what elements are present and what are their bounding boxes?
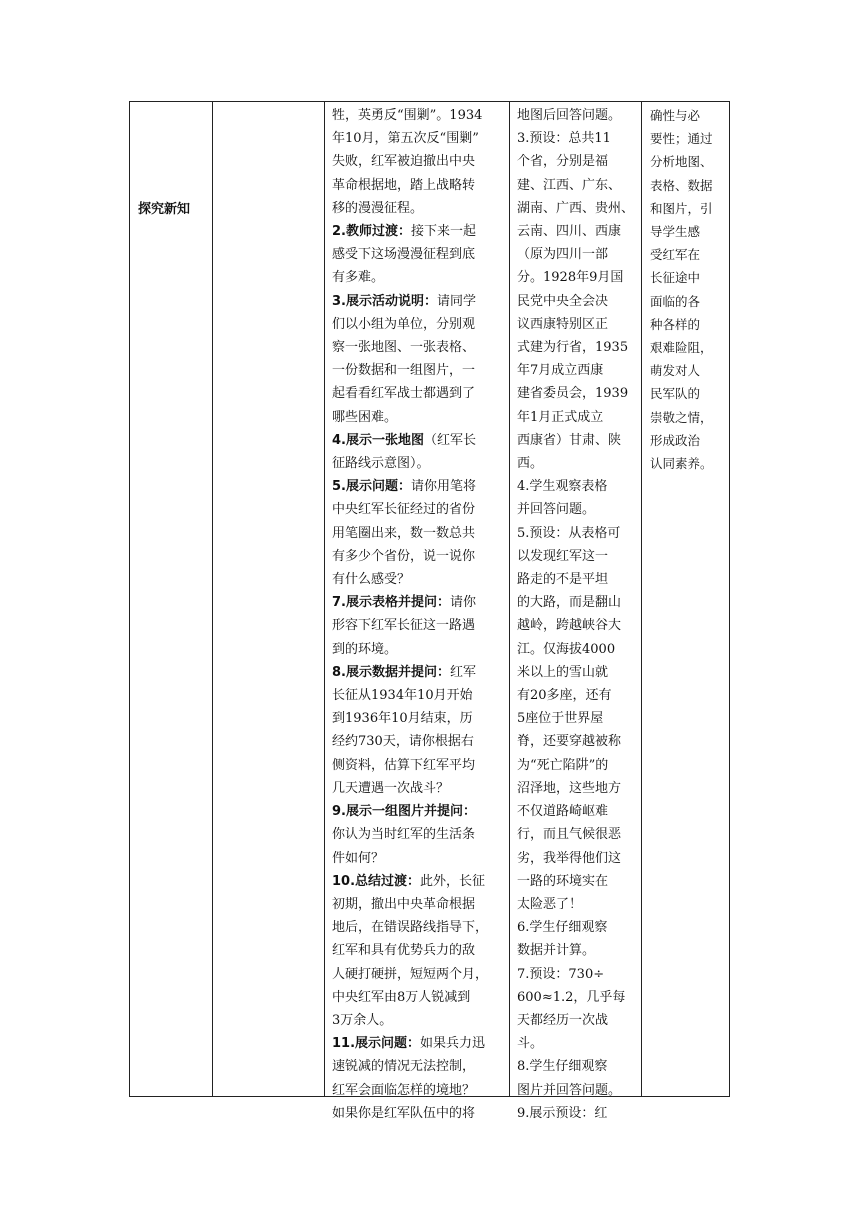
intent-line: 表格、数据	[650, 177, 713, 193]
student-line: 个省，分别是福	[517, 154, 609, 170]
student-line: 湖南、广西、贵州、	[517, 200, 635, 216]
intent-line: 种各样的	[650, 316, 701, 332]
line-text: 到的环境。	[332, 641, 398, 657]
line-text: 如果兵力迅	[420, 1036, 486, 1052]
line-text: 一份数据和一组图片，一	[332, 363, 476, 379]
line-text: 到1936年10月结束，历	[332, 711, 473, 727]
teacher-line	[332, 336, 504, 359]
student-line: 并回答问题。	[517, 502, 596, 518]
teacher-line	[332, 452, 504, 475]
teacher-line	[332, 498, 504, 521]
teacher-line	[332, 1055, 504, 1078]
student-line: 江。仅海拔4000	[517, 641, 616, 657]
student-line: 建、江西、广东、	[517, 177, 622, 193]
step-heading: 4.展示一张地图	[332, 432, 424, 448]
student-line: 地图后回答问题。	[517, 108, 622, 123]
teacher-line	[332, 266, 504, 289]
teacher-line	[332, 591, 504, 614]
intent-line: 面临的各	[650, 293, 701, 309]
line-text: 红军和具有优势兵力的敌	[332, 943, 476, 959]
teacher-line	[332, 800, 504, 823]
line-text: 几天遭遇一次战斗？	[332, 780, 450, 796]
teacher-line	[332, 1079, 504, 1102]
intent-line: 艰难险阻，	[650, 340, 713, 356]
student-line: 西。	[517, 456, 544, 472]
line-text: 年10月，第五次反“围剿”	[332, 131, 479, 147]
step-heading: 8.展示数据并提问：	[332, 664, 450, 680]
line-text: 地后，在错误路线指导下，	[332, 920, 489, 936]
teacher-line	[332, 522, 504, 545]
teacher-line	[332, 406, 504, 429]
intent-line: 形成政治	[650, 432, 701, 448]
teacher-line	[332, 545, 504, 568]
line-text: 接下来一起	[410, 224, 476, 240]
student-activity-text	[517, 104, 638, 1125]
line-text: 如果你是红军队伍中的将	[332, 1105, 476, 1121]
line-text: 你认为当时红军的生活条	[332, 827, 476, 843]
teacher-line	[332, 730, 504, 753]
step-heading: 7.展示表格并提问：	[332, 595, 450, 611]
step-heading: 3.展示活动说明：	[332, 293, 437, 309]
student-line: 分。1928年9月国	[517, 270, 624, 286]
student-line: 有20多座，还有	[517, 688, 612, 704]
teacher-line	[332, 382, 504, 405]
column-divider	[324, 102, 325, 1096]
student-line: 西康省）甘肃、陕	[517, 432, 622, 448]
student-line: 3.预设：总共11	[517, 131, 611, 147]
student-line: 行，而且气候很恶	[517, 827, 622, 843]
line-text: 起看看红军战士都遇到了	[332, 386, 476, 402]
student-line: 斗。	[517, 1036, 544, 1052]
line-text: 有什么感受？	[332, 572, 411, 588]
student-line: 的大路，而是翻山	[517, 595, 622, 611]
teacher-line	[332, 197, 504, 220]
teacher-line	[332, 1102, 504, 1125]
step-heading: 5.展示问题：	[332, 479, 411, 495]
student-line: 为“死亡陷阱”的	[517, 757, 609, 773]
teacher-line	[332, 939, 504, 962]
line-text: 3万余人。	[332, 1012, 393, 1028]
line-text: 经约730天，请你根据右	[332, 734, 474, 750]
student-line: 民党中央全会决	[517, 293, 609, 309]
step-heading: 11.展示问题：	[332, 1036, 421, 1052]
intent-line: 确性与必	[650, 108, 701, 123]
step-heading: 2.教师过渡：	[332, 224, 411, 240]
student-line: 米以上的雪山就	[517, 664, 609, 680]
student-activity-cell	[511, 102, 641, 1121]
line-text: 牲，英勇反“围剿”。1934	[332, 108, 483, 123]
teacher-line	[332, 104, 504, 127]
teacher-line	[332, 707, 504, 730]
teacher-line	[332, 243, 504, 266]
student-line: 数据并计算。	[517, 943, 596, 959]
student-line: 年7月成立西康	[517, 363, 604, 379]
teacher-line	[332, 823, 504, 846]
column-divider	[212, 102, 213, 1096]
student-line: 7.预设：730÷	[517, 966, 605, 982]
teacher-line	[332, 1032, 504, 1055]
line-text: 人硬打硬拼，短短两个月，	[332, 966, 489, 982]
student-line: 一路的环境实在	[517, 873, 609, 889]
teacher-line	[332, 127, 504, 150]
intent-line: 导学生感	[650, 224, 701, 240]
intent-line: 分析地图、	[650, 154, 713, 170]
teacher-activity-text	[332, 104, 504, 1125]
line-text: 感受下这场漫漫征程到底	[332, 247, 476, 263]
line-text: 形容下红军长征这一路遇	[332, 618, 476, 634]
teacher-line	[332, 313, 504, 336]
student-line: 沼泽地，这些地方	[517, 780, 622, 796]
teacher-line	[332, 684, 504, 707]
student-line: 劣，我举得他们这	[517, 850, 622, 866]
student-line: 不仅道路崎岖难	[517, 804, 609, 820]
student-line: 路走的不是平坦	[517, 572, 609, 588]
column-divider	[641, 102, 642, 1096]
line-text: 用笔圈出来，数一数总共	[332, 525, 476, 541]
line-text: 们以小组为单位，分别观	[332, 316, 476, 332]
line-text: 哪些困难。	[332, 409, 398, 425]
intent-line: 和图片，引	[650, 200, 713, 216]
line-text: 长征从1934年10月开始	[332, 688, 473, 704]
line-text: （红军长	[423, 432, 476, 448]
line-text: 失败，红军被迫撤出中央	[332, 154, 476, 170]
line-text: 有多难。	[332, 270, 385, 286]
student-line: 云南、四川、西康	[517, 224, 622, 240]
line-text: 有多少个省份，说一说你	[332, 548, 476, 564]
teacher-line	[332, 614, 504, 637]
teacher-line	[332, 893, 504, 916]
line-text: 征路线示意图）。	[332, 456, 430, 472]
intent-line: 民军队的	[650, 386, 701, 402]
teacher-line	[332, 638, 504, 661]
line-text: 此外，长征	[420, 873, 486, 889]
student-line: 脊，还要穿越被称	[517, 734, 622, 750]
teacher-line	[332, 174, 504, 197]
student-line: 以发现红军这一	[517, 548, 609, 564]
line-text: 速锐减的情况无法控制，	[332, 1059, 476, 1075]
teacher-line	[332, 429, 504, 452]
intent-line: 受红军在	[650, 247, 701, 263]
student-line: 图片并回答问题。	[517, 1082, 622, 1098]
step-heading: 9.展示一组图片并提问：	[332, 804, 476, 820]
teacher-line	[332, 475, 504, 498]
line-text: 件如何？	[332, 850, 385, 866]
teacher-line	[332, 963, 504, 986]
line-text: 革命根据地，踏上战略转	[332, 177, 476, 193]
line-text: 侧资料，估算下红军平均	[332, 757, 476, 773]
step-heading: 10.总结过渡：	[332, 873, 421, 889]
student-line: 式建为行省，1935	[517, 340, 629, 356]
teacher-line	[332, 661, 504, 684]
intent-line: 萌发对人	[650, 363, 701, 379]
intent-line: 要性；通过	[650, 131, 713, 147]
teacher-line	[332, 754, 504, 777]
line-text: 初期，撤出中央革命根据	[332, 896, 476, 912]
student-line: 太险恶了！	[517, 896, 583, 912]
teacher-line	[332, 986, 504, 1009]
student-line: 4.学生观察表格	[517, 479, 608, 495]
design-intent-text	[650, 104, 727, 475]
teacher-line	[332, 870, 504, 893]
line-text: 察一张地图、一张表格、	[332, 340, 476, 356]
line-text: 中央红军由8万人锐减到	[332, 989, 471, 1005]
teacher-line	[332, 777, 504, 800]
stage-label: 探究新知	[138, 202, 191, 217]
line-text: 红军	[449, 664, 476, 680]
student-line: 6.学生仔细观察	[517, 920, 608, 936]
teacher-line	[332, 150, 504, 173]
teacher-line	[332, 916, 504, 939]
line-text: 请你	[449, 595, 476, 611]
teacher-line	[332, 847, 504, 870]
student-line: 9.展示预设：红	[517, 1105, 608, 1121]
teacher-line	[332, 1009, 504, 1032]
teacher-line	[332, 359, 504, 382]
line-text: 请同学	[436, 293, 476, 309]
lesson-plan-table	[129, 101, 730, 1121]
line-text: 移的漫漫征程。	[332, 200, 424, 216]
student-line: 建省委员会，1939	[517, 386, 629, 402]
student-line: 5.预设：从表格可	[517, 525, 621, 541]
intent-line: 崇敬之情，	[650, 409, 713, 425]
student-line: 议西康特别区正	[517, 316, 609, 332]
intent-line: 长征途中	[650, 270, 701, 286]
teacher-activity-cell	[326, 102, 508, 1121]
student-line: （原为四川一部	[517, 247, 609, 263]
line-text: 中央红军长征经过的省份	[332, 502, 476, 518]
line-text: 请你用笔将	[410, 479, 476, 495]
student-line: 越岭，跨越峡谷大	[517, 618, 622, 634]
teacher-line	[332, 290, 504, 313]
student-line: 天都经历一次战	[517, 1012, 609, 1028]
student-line: 年1月正式成立	[517, 409, 604, 425]
student-line: 8.学生仔细观察	[517, 1059, 608, 1075]
student-line: 600≈1.2，几乎每	[517, 989, 626, 1005]
line-text: 红军会面临怎样的境地？	[332, 1082, 476, 1098]
column-divider	[509, 102, 510, 1096]
teacher-line	[332, 220, 504, 243]
teacher-line	[332, 568, 504, 591]
design-intent-cell	[643, 102, 729, 1096]
student-line: 5座位于世界屋	[517, 711, 604, 727]
intent-line: 认同素养。	[650, 456, 713, 472]
